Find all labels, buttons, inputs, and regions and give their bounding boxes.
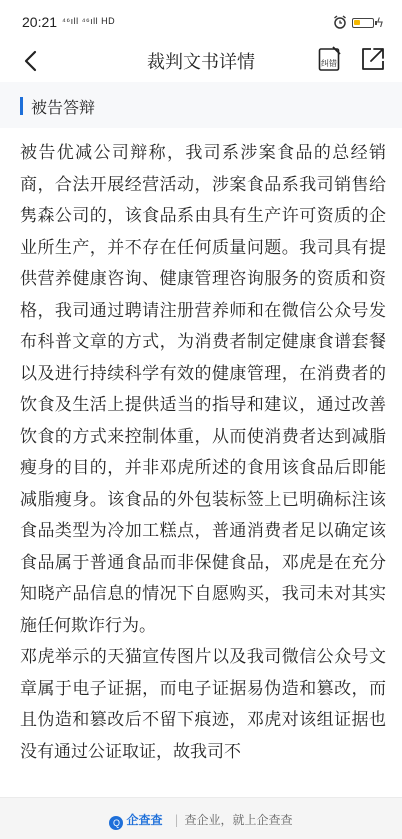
status-time: 20:21 — [22, 14, 58, 30]
alarm-icon — [333, 15, 347, 29]
status-bar — [0, 0, 402, 40]
section-title: 被告答辩 — [31, 98, 96, 117]
nav-bar — [0, 40, 402, 82]
defense-paragraph-1: 被告优减公司辩称，我司系涉案食品的总经销商，合法开展经营活动，涉案食品系我司销售给隽森公司的，该食品系由具有生产许可资质的企业所生产，并不存在任何质量问题。我司具有提供营养健康咨询、健康管理咨询服务的资质和资格，我司通过聘请注册营养师和在微信公众号发布科普文章的方式，为消费者制定健康食谱套餐以及进行持续科学有效的健康管理，在消费者的饮食及生活上提供适当的指导和建议，通过改善饮食的方式来控制体重，从而使消费者达到减脂瘦身的目的，并非邓虎所述的食用该食品后即能减脂瘦身。该食品的外包装标签上已明确标注该食品类型为冷加工糕点，普通消费者足以确定该食品属于普通食品而非保健食品，邓虎是在充分知晓产品信息的情况下自愿购买，我司未对其实施任何欺诈行为。 — [20, 143, 386, 636]
qichacha-logo-icon: Q — [109, 816, 123, 830]
correction-icon[interactable] — [318, 46, 342, 72]
section-header — [0, 82, 402, 128]
correction-label: 纠错 — [321, 59, 337, 68]
section-marker — [20, 97, 23, 115]
share-icon[interactable] — [360, 46, 386, 72]
document-body — [20, 138, 386, 798]
footer-banner[interactable] — [0, 797, 402, 839]
signal-indicators: ⁴⁶ıll ⁴⁶ıll HD — [62, 16, 116, 26]
footer-separator: | — [174, 813, 179, 827]
footer-slogan: 查企业，就上企查查 — [184, 813, 293, 827]
charging-icon: ϟ — [376, 16, 384, 30]
page-title: 裁判文书详情 — [147, 52, 255, 73]
footer-brand: 企查查 — [126, 813, 163, 827]
battery-icon — [352, 18, 374, 28]
defense-paragraph-2: 邓虎举示的天猫宣传图片以及我司微信公众号文章属于电子证据，而电子证据易伪造和篡改，而且伪造和篡改后不留下痕迹，邓虎对该组证据也没有通过公证取证，故我司不 — [20, 647, 386, 762]
